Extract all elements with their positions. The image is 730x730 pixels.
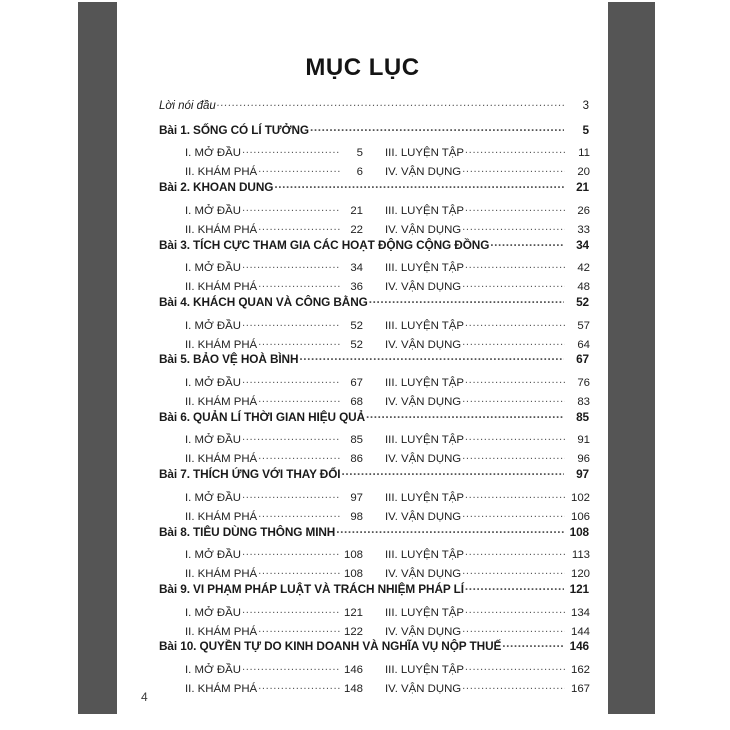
- toc-entry-unit-7-section-4-label: IV. VẬN DỤNG: [385, 510, 462, 523]
- leader-dots: [299, 352, 564, 364]
- leader-dots: [258, 623, 340, 634]
- toc-entry-unit-1-section-1-page: 5: [356, 147, 363, 160]
- toc-entry-unit-3-section-3[interactable]: [185, 279, 363, 293]
- leader-dots: [242, 202, 340, 213]
- toc-entry-unit-3-section-4-label: IV. VẬN DỤNG: [385, 281, 462, 294]
- toc-entry-unit-8-section-2-page: 113: [571, 549, 590, 562]
- toc-entry-unit-3-section-1[interactable]: [185, 260, 363, 274]
- toc-entry-unit-3-section-2[interactable]: [385, 260, 590, 274]
- toc-entry-unit-10-section-1[interactable]: [185, 662, 363, 676]
- toc-entry-unit-3-page: 34: [576, 237, 589, 252]
- toc-entry-unit-7-section-1-page: 97: [350, 491, 363, 504]
- toc-entry-unit-7[interactable]: [159, 466, 589, 481]
- toc-entry-unit-6-section-1-page: 85: [350, 434, 363, 447]
- toc-entry-unit-8-section-4-page: 120: [570, 568, 590, 581]
- leader-dots: [258, 394, 340, 405]
- leader-dots: [242, 662, 340, 673]
- toc-entry-unit-10-section-2[interactable]: [385, 662, 590, 676]
- toc-entry-unit-1-section-3[interactable]: [185, 164, 363, 178]
- book-page: [117, 4, 608, 730]
- toc-entry-unit-3-section-2-page: 42: [577, 262, 590, 275]
- toc-entry-unit-9-section-3[interactable]: [185, 623, 363, 637]
- toc-entry-unit-9-section-1-label: I. MỞ ĐẦU: [185, 606, 241, 619]
- toc-entry-unit-5-section-2[interactable]: [385, 375, 590, 389]
- toc-entry-unit-2-section-3[interactable]: [185, 221, 363, 235]
- toc-entry-unit-3-section-3-page: 36: [350, 281, 363, 294]
- toc-entry-unit-2-section-2-page: 26: [577, 204, 590, 217]
- toc-entry-unit-7-section-3[interactable]: [185, 508, 363, 522]
- toc-entry-unit-6-section-4-page: 96: [577, 453, 590, 466]
- leader-dots: [465, 145, 565, 156]
- toc-entry-unit-6-section-1[interactable]: [185, 432, 363, 446]
- toc-entry-unit-3-section-4[interactable]: [385, 279, 590, 293]
- page-title: MỤC LỤC: [305, 54, 420, 81]
- toc-entry-unit-4-section-3-label: II. KHÁM PHÁ: [185, 338, 258, 351]
- toc-entry-unit-10-section-1-page: 146: [343, 663, 363, 676]
- folio-number: 4: [141, 690, 148, 704]
- toc-entry-unit-3-section-2-label: III. LUYỆN TẬP: [385, 262, 464, 275]
- toc-entry-unit-10-section-3[interactable]: [185, 681, 363, 695]
- leader-dots: [258, 508, 340, 519]
- toc-entry-unit-5-section-4-label: IV. VẬN DỤNG: [385, 395, 462, 408]
- toc-entry-preface[interactable]: [159, 97, 589, 112]
- toc-entry-unit-8-section-3-page: 108: [343, 568, 363, 581]
- leader-dots: [258, 566, 340, 577]
- toc-entry-unit-1-section-4-label: IV. VẬN DỤNG: [385, 166, 462, 179]
- toc-entry-unit-8[interactable]: [159, 524, 589, 539]
- scan-shadow-left: [78, 2, 117, 714]
- leader-dots: [336, 524, 564, 536]
- toc-entry-unit-4-section-2-label: III. LUYỆN TẬP: [385, 319, 464, 332]
- toc-entry-unit-10-section-1-label: I. MỞ ĐẦU: [185, 663, 241, 676]
- toc-entry-unit-2-section-3-page: 22: [350, 223, 363, 236]
- toc-entry-unit-1-section-2[interactable]: [385, 145, 590, 159]
- leader-dots: [242, 375, 340, 386]
- toc-entry-unit-8-section-1-page: 108: [343, 549, 363, 562]
- toc-entry-unit-4-section-4[interactable]: [385, 336, 590, 350]
- toc-entry-unit-1-section-4[interactable]: [385, 164, 590, 178]
- toc-entry-unit-2-label: Bài 2. KHOAN DUNG: [159, 180, 274, 195]
- toc-entry-unit-1-section-4-page: 20: [577, 166, 590, 179]
- leader-dots: [366, 409, 564, 421]
- toc-entry-unit-9-section-2-label: III. LUYỆN TẬP: [385, 606, 464, 619]
- toc-entry-unit-6-section-2-label: III. LUYỆN TẬP: [385, 434, 464, 447]
- toc-entry-unit-10[interactable]: [159, 639, 589, 654]
- toc-entry-unit-8-section-2[interactable]: [385, 547, 590, 561]
- leader-dots: [465, 604, 565, 615]
- toc-entry-unit-8-label: Bài 8. TIÊU DÙNG THÔNG MINH: [159, 524, 336, 539]
- toc-entry-unit-5-section-3[interactable]: [185, 394, 363, 408]
- toc-entry-unit-5-section-1-label: I. MỞ ĐẦU: [185, 376, 241, 389]
- leader-dots: [258, 336, 340, 347]
- toc-entry-unit-8-section-4-label: IV. VẬN DỤNG: [385, 568, 462, 581]
- toc-entry-unit-9-section-3-page: 122: [343, 625, 363, 638]
- leader-dots: [242, 604, 340, 615]
- toc-entry-unit-4-section-2-page: 57: [577, 319, 590, 332]
- toc-entry-unit-2-section-4-page: 33: [577, 223, 590, 236]
- preface-page: 3: [582, 99, 589, 112]
- toc-entry-unit-2-section-4[interactable]: [385, 221, 590, 235]
- toc-entry-unit-10-section-3-label: II. KHÁM PHÁ: [185, 682, 258, 695]
- leader-dots: [462, 623, 565, 634]
- toc-entry-unit-7-section-4-page: 106: [570, 510, 590, 523]
- toc-entry-unit-6-section-1-label: I. MỞ ĐẦU: [185, 434, 241, 447]
- toc-entry-unit-2-section-1-page: 21: [350, 204, 363, 217]
- toc-entry-unit-5-section-3-page: 68: [350, 395, 363, 408]
- toc-entry-unit-7-section-1[interactable]: [185, 489, 363, 503]
- leader-dots: [258, 681, 340, 692]
- leader-dots: [465, 375, 565, 386]
- toc-entry-unit-1-section-2-label: III. LUYỆN TẬP: [385, 147, 464, 160]
- toc-entry-unit-5-section-2-label: III. LUYỆN TẬP: [385, 376, 464, 389]
- leader-dots: [242, 260, 340, 271]
- toc-entry-unit-4-section-4-page: 64: [577, 338, 590, 351]
- toc-entry-unit-3-section-3-label: II. KHÁM PHÁ: [185, 281, 258, 294]
- toc-entry-unit-1-section-2-page: 11: [578, 147, 590, 160]
- leader-dots: [490, 237, 564, 249]
- preface-label: Lời nói đầu: [159, 99, 216, 112]
- toc-entry-unit-5-section-1[interactable]: [185, 375, 363, 389]
- toc-entry-unit-7-section-2-label: III. LUYỆN TẬP: [385, 491, 464, 504]
- toc-entry-unit-8-section-1-label: I. MỞ ĐẦU: [185, 549, 241, 562]
- toc-entry-unit-7-section-4[interactable]: [385, 508, 590, 522]
- toc-entry-unit-2-section-2[interactable]: [385, 202, 590, 216]
- leader-dots: [310, 122, 564, 134]
- leader-dots: [462, 394, 565, 405]
- toc-entry-unit-9-label: Bài 9. VI PHẠM PHÁP LUẬT VÀ TRÁCH NHIỆM PHÁP LÍ: [159, 581, 464, 596]
- toc-entry-unit-9-section-1-page: 121: [343, 606, 363, 619]
- toc-entry-unit-5-page: 67: [576, 352, 589, 367]
- toc-entry-unit-2[interactable]: [159, 179, 589, 194]
- toc-entry-unit-7-page: 97: [576, 467, 589, 482]
- toc-entry-unit-10-label: Bài 10. QUYỀN TỰ DO KINH DOANH VÀ NGHĨA VỤ NỘP THUẾ: [159, 639, 502, 654]
- leader-dots: [258, 451, 340, 462]
- toc-entry-unit-9-section-2-page: 134: [570, 606, 590, 619]
- leader-dots: [258, 164, 340, 175]
- toc-entry-unit-3-label: Bài 3. TÍCH CỰC THAM GIA CÁC HOẠT ĐỘNG CỘNG ĐỒNG: [159, 237, 490, 252]
- toc-entry-unit-5-label: Bài 5. BẢO VỆ HOÀ BÌNH: [159, 352, 299, 367]
- toc-entry-unit-4-section-3[interactable]: [185, 336, 363, 350]
- scan-shadow-right: [608, 2, 655, 714]
- toc-entry-unit-4-label: Bài 4. KHÁCH QUAN VÀ CÔNG BẰNG: [159, 294, 368, 309]
- toc-entry-unit-9-section-4-label: IV. VẬN DỤNG: [385, 625, 462, 638]
- toc-entry-unit-7-section-2-page: 102: [570, 491, 590, 504]
- toc-entry-unit-8-section-2-label: III. LUYỆN TẬP: [385, 549, 464, 562]
- toc-entry-unit-3-section-1-label: I. MỞ ĐẦU: [185, 262, 241, 275]
- leader-dots: [217, 97, 566, 109]
- leader-dots: [258, 221, 340, 232]
- toc-entry-unit-4-section-1-page: 52: [350, 319, 363, 332]
- leader-dots: [465, 547, 565, 558]
- toc-entry-unit-9-section-3-label: II. KHÁM PHÁ: [185, 625, 258, 638]
- leader-dots: [274, 179, 564, 191]
- toc-entry-unit-1-section-1[interactable]: [185, 145, 363, 159]
- toc-entry-unit-1[interactable]: [159, 122, 589, 137]
- toc-entry-unit-4-section-2[interactable]: [385, 317, 590, 331]
- leader-dots: [242, 317, 340, 328]
- leader-dots: [258, 279, 340, 290]
- toc-entry-unit-6-section-2[interactable]: [385, 432, 590, 446]
- toc-entry-unit-7-label: Bài 7. THÍCH ỨNG VỚI THAY ĐỔI: [159, 467, 341, 482]
- leader-dots: [465, 317, 565, 328]
- leader-dots: [462, 164, 565, 175]
- toc-entry-unit-8-section-1[interactable]: [185, 547, 363, 561]
- leader-dots: [465, 202, 565, 213]
- toc-entry-unit-5-section-3-label: II. KHÁM PHÁ: [185, 395, 258, 408]
- toc-entry-unit-2-section-3-label: II. KHÁM PHÁ: [185, 223, 258, 236]
- leader-dots: [462, 681, 565, 692]
- toc-entry-unit-7-section-2[interactable]: [385, 489, 590, 503]
- toc-entry-unit-10-section-4[interactable]: [385, 681, 590, 695]
- leader-dots: [465, 581, 564, 593]
- toc-entry-unit-3-section-4-page: 48: [577, 281, 590, 294]
- leader-dots: [462, 451, 565, 462]
- toc-entry-unit-4-section-4-label: IV. VẬN DỤNG: [385, 338, 462, 351]
- leader-dots: [465, 260, 565, 271]
- leader-dots: [462, 336, 565, 347]
- leader-dots: [465, 489, 565, 500]
- leader-dots: [462, 279, 565, 290]
- toc-entry-unit-2-page: 21: [576, 180, 589, 195]
- toc-entry-unit-9-page: 121: [569, 581, 589, 596]
- leader-dots: [369, 294, 564, 306]
- toc-entry-unit-2-section-1-label: I. MỞ ĐẦU: [185, 204, 241, 217]
- page-content: [117, 4, 608, 730]
- toc-entry-unit-1-section-3-label: II. KHÁM PHÁ: [185, 166, 258, 179]
- leader-dots: [462, 221, 565, 232]
- toc-entry-unit-6-section-4[interactable]: [385, 451, 590, 465]
- toc-entry-unit-4-page: 52: [576, 294, 589, 309]
- toc-entry-unit-4-section-1-label: I. MỞ ĐẦU: [185, 319, 241, 332]
- leader-dots: [502, 639, 564, 651]
- toc-entry-unit-10-page: 146: [569, 639, 589, 654]
- leader-dots: [465, 662, 565, 673]
- toc-entry-unit-3-section-1-page: 34: [350, 262, 363, 275]
- toc-entry-unit-10-section-4-label: IV. VẬN DỤNG: [385, 682, 462, 695]
- toc-entry-unit-7-section-3-page: 98: [350, 510, 363, 523]
- toc-entry-unit-6-section-4-label: IV. VẬN DỤNG: [385, 453, 462, 466]
- toc-entry-unit-10-section-3-page: 148: [343, 682, 363, 695]
- toc-entry-unit-8-page: 108: [569, 524, 589, 539]
- toc-entry-unit-3[interactable]: [159, 237, 589, 252]
- toc-entry-unit-6[interactable]: [159, 409, 589, 424]
- toc-entry-unit-5[interactable]: [159, 352, 589, 367]
- toc-entry-unit-6-section-3[interactable]: [185, 451, 363, 465]
- leader-dots: [465, 432, 565, 443]
- toc-entry-unit-2-section-4-label: IV. VẬN DỤNG: [385, 223, 462, 236]
- toc-entry-unit-5-section-2-page: 76: [577, 376, 590, 389]
- toc-entry-unit-1-section-3-page: 6: [356, 166, 363, 179]
- toc-entry-unit-1-label: Bài 1. SỐNG CÓ LÍ TƯỞNG: [159, 122, 309, 137]
- leader-dots: [242, 547, 340, 558]
- toc-entry-unit-1-page: 5: [582, 122, 589, 137]
- toc-entry-unit-6-section-3-label: II. KHÁM PHÁ: [185, 453, 258, 466]
- toc-entry-unit-7-section-3-label: II. KHÁM PHÁ: [185, 510, 258, 523]
- toc-entry-unit-2-section-1[interactable]: [185, 202, 363, 216]
- toc-entry-unit-6-section-3-page: 86: [350, 453, 363, 466]
- toc-entry-unit-9[interactable]: [159, 581, 589, 596]
- toc-entry-unit-5-section-1-page: 67: [350, 376, 363, 389]
- toc-entry-unit-6-page: 85: [576, 409, 589, 424]
- toc-entry-unit-4[interactable]: [159, 294, 589, 309]
- toc-entry-unit-10-section-2-page: 162: [570, 663, 590, 676]
- toc-entry-unit-8-section-4[interactable]: [385, 566, 590, 580]
- toc-entry-unit-4-section-3-page: 52: [350, 338, 363, 351]
- toc-entry-unit-9-section-2[interactable]: [385, 604, 590, 618]
- toc-entry-unit-10-section-2-label: III. LUYỆN TẬP: [385, 663, 464, 676]
- toc-entry-unit-9-section-1[interactable]: [185, 604, 363, 618]
- toc-entry-unit-2-section-2-label: III. LUYỆN TẬP: [385, 204, 464, 217]
- toc-entry-unit-5-section-4-page: 83: [577, 395, 590, 408]
- toc-entry-unit-7-section-1-label: I. MỞ ĐẦU: [185, 491, 241, 504]
- toc-entry-unit-5-section-4[interactable]: [385, 394, 590, 408]
- leader-dots: [341, 466, 564, 478]
- leader-dots: [462, 508, 565, 519]
- leader-dots: [242, 145, 340, 156]
- toc-entry-unit-4-section-1[interactable]: [185, 317, 363, 331]
- toc-entry-unit-8-section-3-label: II. KHÁM PHÁ: [185, 568, 258, 581]
- toc-entry-unit-9-section-4[interactable]: [385, 623, 590, 637]
- leader-dots: [462, 566, 565, 577]
- toc-entry-unit-1-section-1-label: I. MỞ ĐẦU: [185, 147, 241, 160]
- leader-dots: [242, 432, 340, 443]
- leader-dots: [242, 489, 340, 500]
- toc-entry-unit-10-section-4-page: 167: [570, 682, 590, 695]
- toc-entry-unit-6-label: Bài 6. QUẢN LÍ THỜI GIAN HIỆU QUẢ: [159, 409, 366, 424]
- toc-entry-unit-6-section-2-page: 91: [577, 434, 590, 447]
- toc-entry-unit-9-section-4-page: 144: [570, 625, 590, 638]
- toc-entry-unit-8-section-3[interactable]: [185, 566, 363, 580]
